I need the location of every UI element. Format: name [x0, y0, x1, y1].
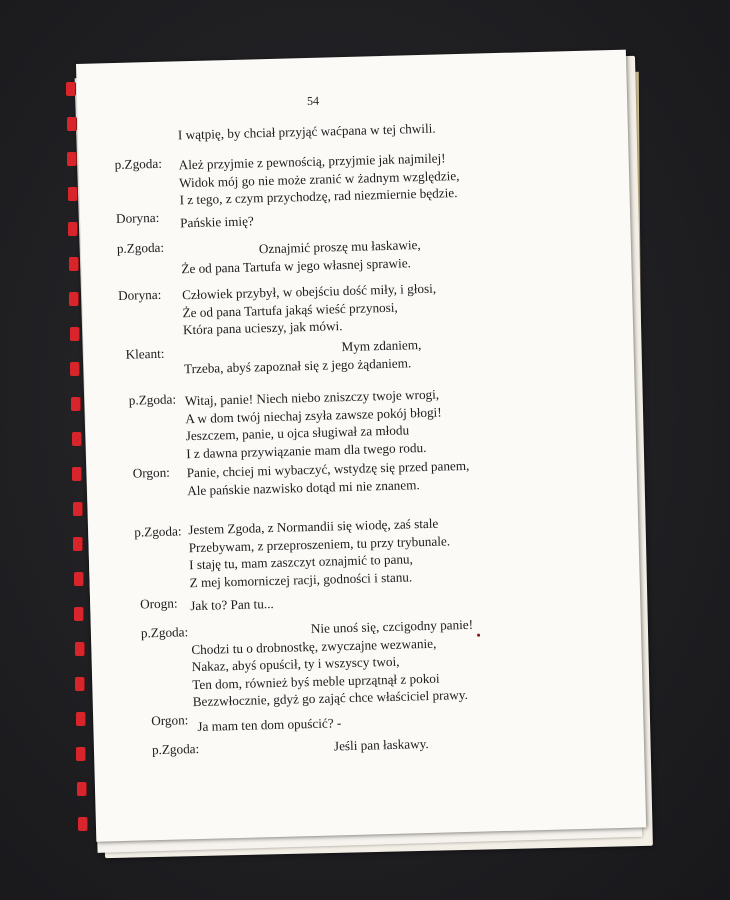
- binding-ring: [71, 397, 80, 411]
- binding-ring: [77, 782, 86, 796]
- binding-ring: [74, 572, 83, 586]
- speaker-label: Doryna:: [117, 286, 162, 303]
- dialogue-line: Jeśli pan łaskawy.: [333, 736, 429, 754]
- dialogue-line: Trzeba, abyś zapoznał się z jego żądaniem.: [183, 354, 412, 376]
- dialogue-block: [185, 386, 443, 463]
- binding-ring: [67, 152, 76, 166]
- speaker-label: Doryna:: [115, 209, 160, 227]
- speaker-label: p.Zgoda:: [116, 239, 165, 256]
- binding-ring: [67, 117, 76, 131]
- binding-ring: [76, 712, 85, 726]
- binding-ring: [72, 467, 81, 481]
- script-page: [76, 50, 646, 842]
- binding-ring: [75, 642, 84, 656]
- binding-ring: [68, 222, 77, 236]
- binding-ring: [78, 817, 87, 831]
- binding-ring: [73, 537, 82, 551]
- dialogue-line: Ja mam ten dom opuścić? -: [197, 715, 342, 735]
- dialogue-block: [191, 616, 475, 711]
- dialogue-line: Nakaz, abyś opuścił, ty i wszyscy twoi,: [191, 653, 400, 675]
- dialogue-line: Że od pana Tartufa w jego własnej sprawie.: [181, 254, 412, 276]
- speaker-label: p.Zgoda:: [151, 741, 200, 758]
- dialogue-line: Witaj, panie! Niech niebo zniszczy twoje wrogi,: [184, 386, 440, 409]
- dialogue-line: Jestem Zgoda, z Normandii się wiodę, zaś stale: [188, 515, 439, 538]
- speaker-label: p.Zgoda:: [134, 523, 182, 540]
- dialogue-line: Bezzwłocznie, gdyż go zająć chce właściciel prawy.: [192, 686, 469, 710]
- dialogue-line: Panie, chciej mi wybaczyć, wstydzę się przed panem,: [186, 457, 470, 481]
- speaker-label: Orogn:: [139, 595, 178, 612]
- binding-ring: [72, 432, 81, 446]
- speaker-label: Kleant:: [125, 345, 165, 362]
- binding-ring: [73, 502, 82, 516]
- binding-ring: [68, 187, 77, 201]
- dialogue-line: Mym zdaniem,: [341, 337, 422, 355]
- dialogue-line: Nie unoś się, czcigodny panie!: [310, 616, 474, 637]
- dialogue-line: Że od pana Tartufa jakąś wieść przynosi,: [182, 299, 398, 320]
- speaker-label: p.Zgoda:: [128, 391, 177, 408]
- speaker-label: p.Zgoda:: [114, 155, 163, 173]
- binding-ring: [70, 327, 79, 341]
- ink-dot: [477, 634, 480, 637]
- binding-ring: [75, 677, 84, 691]
- dialogue-block: [182, 280, 437, 339]
- dialogue-block: [187, 457, 471, 499]
- dialogue-block: [183, 336, 422, 377]
- binding-ring: [76, 747, 85, 761]
- dialogue-line: I wątpię, by chciał przyjąć waćpana w tej chwili.: [177, 120, 436, 143]
- speaker-label: p.Zgoda:: [140, 624, 189, 641]
- dialogue-line: Która pana ucieszy, jak mówi.: [182, 318, 343, 338]
- binding-ring: [70, 362, 79, 376]
- dialogue-line: Ale pańskie nazwisko dotąd mi nie znanem.: [186, 476, 420, 498]
- dialogue-line: Pańskie imię?: [179, 213, 254, 231]
- dialogue-line: Człowiek przybył, w obejściu dość miły, i głosi,: [181, 280, 437, 303]
- dialogue-line: Chodzi tu o drobnostkę, zwyczajne wezwanie,: [191, 635, 437, 657]
- page-number: 54: [306, 93, 320, 108]
- dialogue-line: Z mej komorniczej racji, godności i stanu.: [189, 568, 413, 590]
- dialogue-block: [178, 149, 460, 209]
- dialogue-block: [181, 236, 422, 277]
- speaker-label: Orgon:: [132, 464, 171, 481]
- dialogue-line: Widok mój go nie może zranić w żadnym względzie,: [178, 167, 460, 190]
- dialogue-line: Ależ przyjmie z pewnością, przyjmie jak najmilej!: [178, 150, 446, 173]
- binding-ring: [66, 82, 75, 96]
- dialogue-line: I staję tu, mam zaszczyt oznajmić to panu,: [188, 551, 414, 573]
- dialogue-line: Jak to? Pan tu...: [190, 596, 274, 614]
- dialogue-line: A w dom twój niechaj zsyła zawsze pokój błogi!: [185, 404, 442, 426]
- dialogue-line: I z dawna przywiązanie mam dla twego rodu.: [186, 439, 427, 461]
- dialogue-line: I z tego, z czym przychodzę, rad niezmiernie będzie.: [179, 185, 458, 208]
- dialogue-line: Przebywam, z przeproszeniem, tu przy trybunale.: [188, 532, 451, 555]
- speaker-label: Orgon:: [151, 712, 189, 729]
- spiral-binding: [62, 74, 102, 844]
- binding-ring: [74, 607, 83, 621]
- dialogue-line: Ten dom, również byś meble uprzątnął z pokoi: [192, 670, 440, 692]
- dialogue-line: Jeszczem, panie, u ojca sługiwał za młodu: [185, 422, 410, 444]
- binding-ring: [69, 292, 78, 306]
- binding-ring: [69, 257, 78, 271]
- dialogue-block: [188, 514, 451, 591]
- dialogue-line: Oznajmić proszę mu łaskawie,: [258, 237, 421, 257]
